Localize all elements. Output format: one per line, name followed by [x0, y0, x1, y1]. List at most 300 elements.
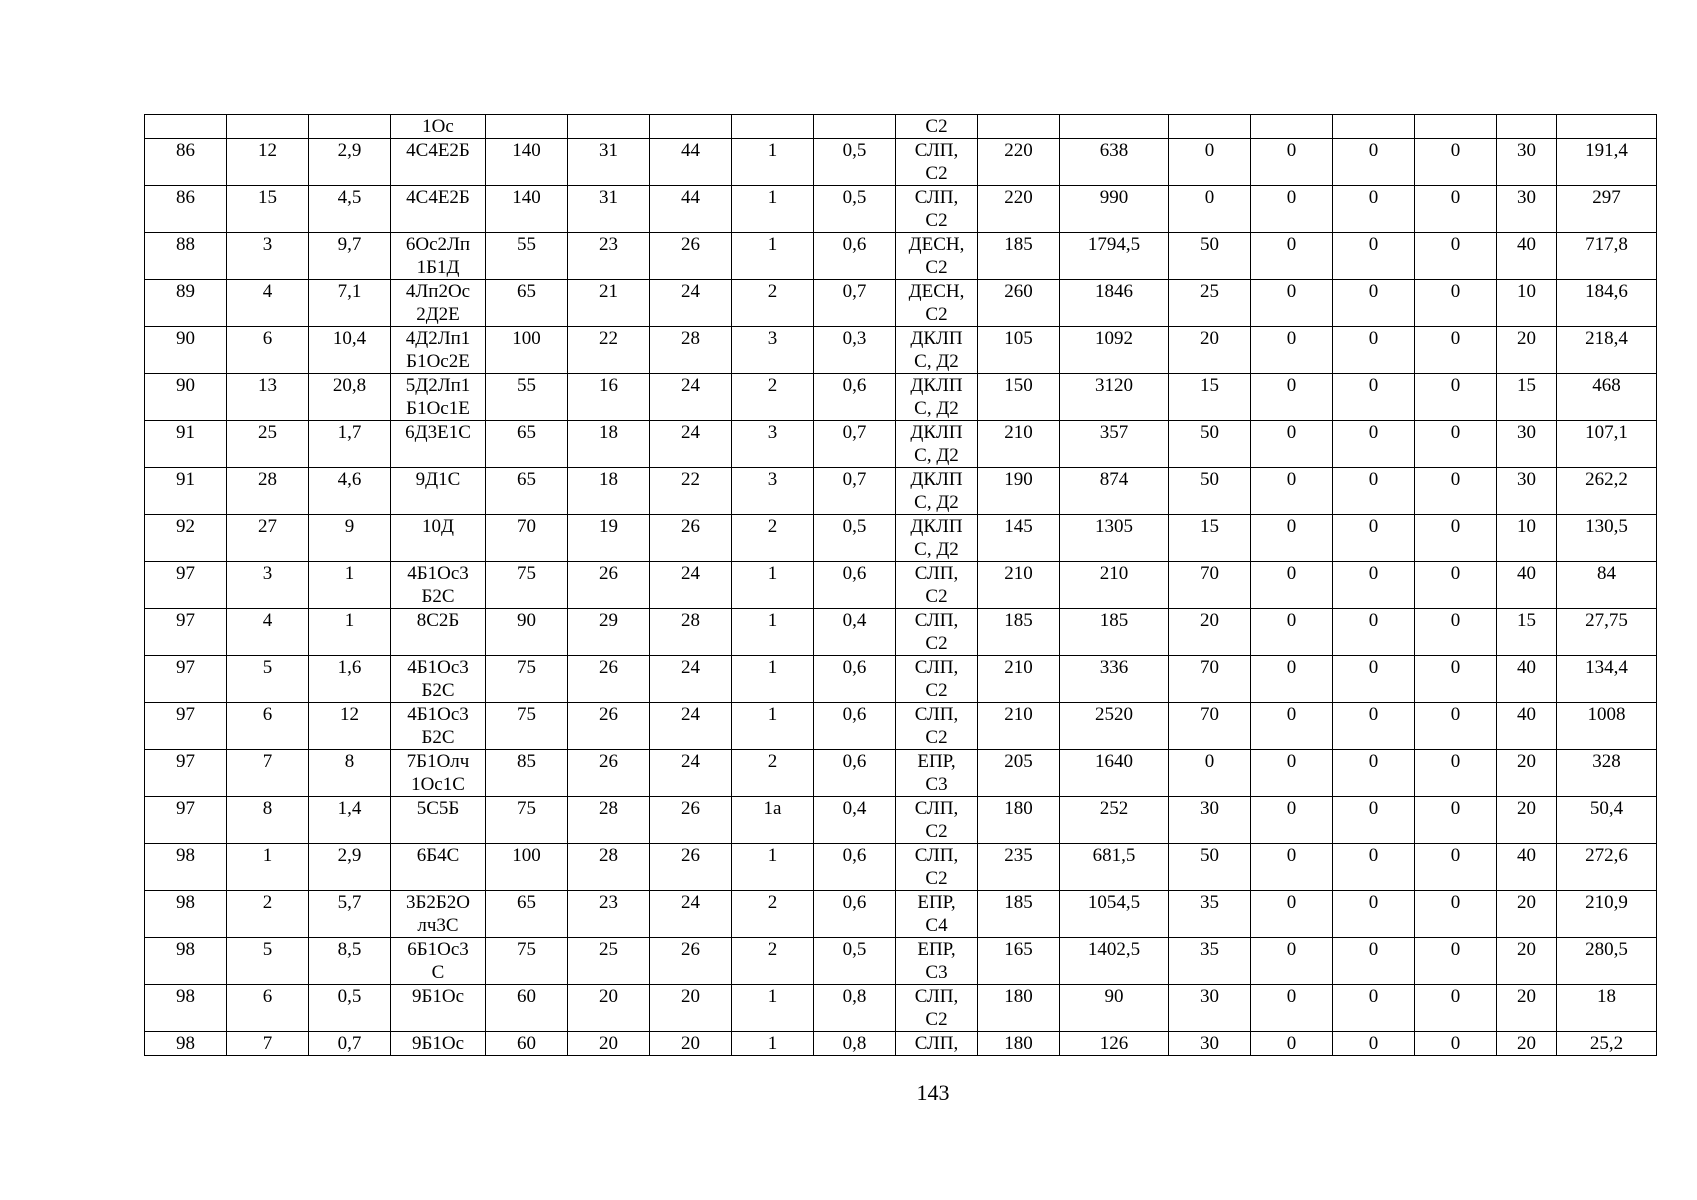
cell-text: 29 [599, 610, 618, 631]
table-row [145, 609, 1657, 656]
cell-text: Б1Ос1Е [406, 398, 470, 419]
cell-text: 6 [262, 986, 273, 1007]
cell-text: 336 [1099, 657, 1129, 678]
table-cell [391, 421, 486, 468]
cell-text: 130,5 [1585, 516, 1628, 537]
table-cell [309, 115, 391, 139]
cell-text: 88 [176, 234, 195, 255]
cell-text: 1 [262, 845, 273, 866]
table-cell [1169, 797, 1251, 844]
cell-text: 0,6 [842, 704, 867, 725]
table-cell [1497, 186, 1557, 233]
cell-text: 1402,5 [1087, 939, 1141, 960]
table-cell [1415, 891, 1497, 938]
cell-text: 92 [176, 516, 195, 537]
table-cell [732, 1032, 814, 1056]
cell-text: 184,6 [1585, 281, 1628, 302]
cell-text: 28 [258, 469, 277, 490]
table-cell [1415, 985, 1497, 1032]
cell-text: 25 [1200, 281, 1219, 302]
cell-text: ДЕСН, [908, 281, 965, 302]
table-cell [1060, 468, 1169, 515]
table-cell [650, 139, 732, 186]
cell-text: 90 [176, 375, 195, 396]
cell-text: 1 [344, 610, 355, 631]
table-cell [486, 562, 568, 609]
table-cell [650, 938, 732, 985]
cell-text: 328 [1592, 751, 1621, 772]
cell-text: 190 [1004, 469, 1033, 490]
table-cell [568, 938, 650, 985]
table-cell [145, 186, 227, 233]
cell-text: 0,6 [842, 375, 867, 396]
table-cell [1060, 797, 1169, 844]
table-cell [978, 233, 1060, 280]
cell-text: 3 [767, 328, 778, 349]
table-cell [814, 515, 896, 562]
cell-text: 23 [599, 892, 618, 913]
table-cell [1497, 468, 1557, 515]
table-cell [1557, 186, 1657, 233]
cell-text: 1,6 [337, 657, 362, 678]
table-cell [145, 139, 227, 186]
table-cell [1497, 515, 1557, 562]
cell-text: 55 [517, 375, 536, 396]
table-cell [227, 280, 309, 327]
table-cell [1169, 515, 1251, 562]
cell-text: 0,6 [842, 892, 867, 913]
cell-text: 28 [681, 610, 700, 631]
table-cell [1251, 703, 1333, 750]
cell-text: 0 [1368, 422, 1379, 443]
cell-text: 0 [1450, 939, 1461, 960]
table-cell [391, 797, 486, 844]
table-cell [1415, 186, 1497, 233]
cell-text: 297 [1592, 187, 1621, 208]
cell-text: 0,4 [842, 610, 867, 631]
cell-text: 26 [599, 704, 618, 725]
table-cell [227, 1032, 309, 1056]
cell-text: 50,4 [1589, 798, 1624, 819]
table-cell [896, 703, 978, 750]
table-cell [1497, 421, 1557, 468]
table-cell [145, 656, 227, 703]
table-cell [1497, 562, 1557, 609]
cell-text: 70 [517, 516, 536, 537]
cell-text: 97 [176, 751, 195, 772]
cell-text: 0 [1368, 375, 1379, 396]
table-cell [814, 115, 896, 139]
table-cell [568, 139, 650, 186]
table-row [145, 186, 1657, 233]
cell-text: 4Лп2Ос [405, 281, 471, 302]
table-cell [1060, 844, 1169, 891]
cell-text: 20 [1200, 610, 1219, 631]
table-cell [1557, 985, 1657, 1032]
table-cell [227, 750, 309, 797]
table-cell [814, 1032, 896, 1056]
cell-text: 0 [1368, 610, 1379, 631]
cell-text: 27 [258, 516, 277, 537]
cell-text: 0 [1286, 375, 1297, 396]
cell-text: 6 [262, 704, 273, 725]
cell-text: 3 [767, 422, 778, 443]
cell-text: СЛП, [914, 1033, 959, 1054]
table-cell [568, 891, 650, 938]
cell-text: 2 [767, 281, 778, 302]
cell-text: 185 [1004, 234, 1033, 255]
table-cell [814, 656, 896, 703]
cell-text: 15 [1517, 610, 1536, 631]
table-row [145, 421, 1657, 468]
table-cell [145, 703, 227, 750]
table-cell [1557, 656, 1657, 703]
cell-text: 1Ос [422, 116, 454, 137]
table-cell [1251, 421, 1333, 468]
cell-text: 0 [1450, 657, 1461, 678]
table-cell [309, 562, 391, 609]
table-cell [732, 186, 814, 233]
cell-text: 1 [767, 187, 778, 208]
table-cell [1497, 703, 1557, 750]
table-cell [978, 985, 1060, 1032]
cell-text: 107,1 [1585, 422, 1628, 443]
table-cell [309, 327, 391, 374]
table-cell [650, 374, 732, 421]
cell-text: 18 [599, 469, 618, 490]
table-cell [978, 515, 1060, 562]
table-cell [486, 327, 568, 374]
table-cell [814, 562, 896, 609]
cell-text: 15 [1200, 516, 1219, 537]
table-cell [1557, 1032, 1657, 1056]
cell-text: 6Д3Е1С [405, 422, 471, 443]
cell-text: 0,8 [842, 986, 867, 1007]
cell-text: 98 [176, 939, 195, 960]
cell-text: 100 [512, 845, 541, 866]
table-cell [1333, 891, 1415, 938]
table-cell [650, 750, 732, 797]
table-cell [1415, 938, 1497, 985]
cell-text: 0 [1368, 986, 1379, 1007]
cell-text: 0 [1286, 563, 1297, 584]
table-cell [391, 515, 486, 562]
table-cell [1169, 233, 1251, 280]
cell-text: 65 [517, 281, 536, 302]
table-cell [814, 280, 896, 327]
table-cell [145, 844, 227, 891]
cell-text: 8,5 [337, 939, 362, 960]
table-cell [145, 562, 227, 609]
cell-text: 235 [1004, 845, 1033, 866]
table-cell [1497, 115, 1557, 139]
table-cell [896, 233, 978, 280]
table-cell [227, 562, 309, 609]
table-cell [978, 656, 1060, 703]
cell-text: 1 [767, 140, 778, 161]
cell-text: 44 [681, 140, 700, 161]
cell-text: 19 [599, 516, 618, 537]
cell-text: 0 [1286, 140, 1297, 161]
table-cell [1333, 115, 1415, 139]
table-cell [1251, 985, 1333, 1032]
cell-text: 0 [1368, 563, 1379, 584]
cell-text: 180 [1004, 986, 1033, 1007]
table-cell [1557, 115, 1657, 139]
table-cell [1497, 750, 1557, 797]
cell-text: 20 [1517, 939, 1536, 960]
table-cell [391, 280, 486, 327]
cell-text: 0,6 [842, 234, 867, 255]
table-cell [391, 139, 486, 186]
cell-text: СЛП, [914, 187, 959, 208]
table-cell [650, 280, 732, 327]
table-cell [486, 656, 568, 703]
table-cell [227, 515, 309, 562]
cell-text: 20 [1517, 892, 1536, 913]
table-cell [1169, 280, 1251, 327]
table-cell [227, 421, 309, 468]
table-cell [1415, 750, 1497, 797]
table-cell [1497, 233, 1557, 280]
table-cell [1415, 1032, 1497, 1056]
cell-text: 262,2 [1585, 469, 1628, 490]
cell-text: 8 [262, 798, 273, 819]
cell-text: 0 [1204, 187, 1215, 208]
table-cell [486, 1032, 568, 1056]
table-row [145, 233, 1657, 280]
cell-text: 218,4 [1585, 328, 1628, 349]
cell-text: 10 [1517, 516, 1536, 537]
table-cell [978, 421, 1060, 468]
table-cell [896, 985, 978, 1032]
table-row [145, 891, 1657, 938]
table-cell [568, 609, 650, 656]
cell-text: 26 [681, 516, 700, 537]
table-cell [978, 562, 1060, 609]
cell-text: 15 [1517, 375, 1536, 396]
table-cell [309, 938, 391, 985]
cell-text: 681,5 [1092, 845, 1136, 866]
table-cell [896, 609, 978, 656]
table-cell [814, 139, 896, 186]
cell-text: 70 [1200, 657, 1219, 678]
cell-text: 1 [767, 610, 778, 631]
table-cell [1557, 374, 1657, 421]
cell-text: 180 [1004, 1033, 1033, 1054]
table-cell [1251, 562, 1333, 609]
table-cell [1251, 891, 1333, 938]
table-cell [1251, 139, 1333, 186]
cell-text: 0 [1450, 563, 1461, 584]
cell-text: 90 [176, 328, 195, 349]
cell-text: 1305 [1095, 516, 1133, 537]
table-cell [1557, 421, 1657, 468]
cell-text: 1008 [1587, 704, 1626, 725]
table-cell [1415, 327, 1497, 374]
table-cell [391, 938, 486, 985]
table-cell [227, 186, 309, 233]
table-cell [391, 233, 486, 280]
table-cell [227, 374, 309, 421]
table-cell [486, 374, 568, 421]
table-cell [650, 186, 732, 233]
cell-text: 145 [1004, 516, 1033, 537]
cell-text: 4,6 [337, 469, 362, 490]
table-cell [1169, 750, 1251, 797]
table-cell [145, 280, 227, 327]
table-cell [227, 115, 309, 139]
cell-text: 0 [1368, 657, 1379, 678]
table-cell [486, 515, 568, 562]
cell-text: 25 [599, 939, 618, 960]
cell-text: Б2С [421, 680, 455, 701]
cell-text: 28 [599, 845, 618, 866]
table-cell [1169, 985, 1251, 1032]
cell-text: 220 [1004, 187, 1033, 208]
cell-text: 0,6 [842, 751, 867, 772]
table-cell [486, 844, 568, 891]
table-cell [1060, 233, 1169, 280]
table-cell [1557, 938, 1657, 985]
table-cell [814, 750, 896, 797]
cell-text: ДКЛП [910, 422, 963, 443]
cell-text: 0,7 [842, 281, 867, 302]
table-cell [1557, 797, 1657, 844]
table-cell [1415, 844, 1497, 891]
table-cell [1333, 233, 1415, 280]
table-cell [650, 562, 732, 609]
table-cell [145, 515, 227, 562]
table-cell [227, 985, 309, 1032]
table-cell [1169, 115, 1251, 139]
table-cell [1251, 233, 1333, 280]
cell-text: Б1Ос2Е [406, 351, 470, 372]
cell-text: 1а [763, 798, 782, 819]
table-cell [896, 115, 978, 139]
cell-text: 0 [1286, 234, 1297, 255]
table-cell [732, 797, 814, 844]
cell-text: 272,6 [1585, 845, 1628, 866]
table-cell [227, 327, 309, 374]
cell-text: 20 [1517, 986, 1536, 1007]
table-cell [1251, 115, 1333, 139]
table-cell [1251, 656, 1333, 703]
table-cell [1060, 938, 1169, 985]
table-cell [978, 750, 1060, 797]
cell-text: СЛП, [914, 845, 959, 866]
cell-text: 6 [262, 328, 273, 349]
cell-text: 0 [1286, 328, 1297, 349]
cell-text: 0 [1286, 469, 1297, 490]
table-cell [568, 115, 650, 139]
table-cell [896, 1032, 978, 1056]
table-cell [1497, 374, 1557, 421]
table-cell [1415, 280, 1497, 327]
cell-text: 4 [262, 610, 273, 631]
cell-text: 20 [1517, 751, 1536, 772]
table-cell [1251, 374, 1333, 421]
table-cell [1557, 562, 1657, 609]
data-table [144, 114, 1657, 1056]
cell-text: 180 [1004, 798, 1033, 819]
table-cell [1333, 844, 1415, 891]
cell-text: 0 [1368, 516, 1379, 537]
cell-text: СЛП, [914, 704, 959, 725]
table-cell [732, 750, 814, 797]
cell-text: 0 [1450, 328, 1461, 349]
cell-text: 15 [1200, 375, 1219, 396]
cell-text: 98 [176, 986, 195, 1007]
cell-text: 50 [1200, 422, 1219, 443]
cell-text: 0 [1450, 798, 1461, 819]
cell-text: 5С5Б [416, 798, 460, 819]
table-cell [1415, 703, 1497, 750]
table-cell [1333, 327, 1415, 374]
cell-text: 1 [767, 845, 778, 866]
table-cell [391, 186, 486, 233]
table-cell [814, 844, 896, 891]
cell-text: 35 [1200, 939, 1219, 960]
cell-text: 0 [1450, 704, 1461, 725]
cell-text: 97 [176, 704, 195, 725]
cell-text: ДКЛП [910, 328, 963, 349]
table-cell [568, 703, 650, 750]
table-cell [732, 374, 814, 421]
cell-text: 6Б4С [416, 845, 460, 866]
table-cell [1251, 938, 1333, 985]
table-cell [145, 421, 227, 468]
cell-text: 4 [262, 281, 273, 302]
cell-text: 1846 [1095, 281, 1133, 302]
cell-text: С2 [925, 586, 948, 607]
table-cell [309, 797, 391, 844]
cell-text: 9 [344, 516, 355, 537]
table-cell [391, 750, 486, 797]
cell-text: 30 [1200, 986, 1219, 1007]
page-number: 143 [916, 1080, 950, 1105]
cell-text: 75 [517, 704, 536, 725]
cell-text: 12 [340, 704, 359, 725]
table-cell [227, 139, 309, 186]
cell-text: 990 [1099, 187, 1129, 208]
table-row [145, 1032, 1657, 1056]
cell-text: 0 [1450, 1033, 1461, 1054]
table-cell [568, 468, 650, 515]
cell-text: 210 [1004, 563, 1033, 584]
cell-text: 0 [1368, 939, 1379, 960]
table-cell [650, 609, 732, 656]
table-cell [1333, 797, 1415, 844]
table-cell [896, 139, 978, 186]
cell-text: 10 [1517, 281, 1536, 302]
table-cell [568, 327, 650, 374]
table-cell [391, 985, 486, 1032]
table-cell [650, 703, 732, 750]
table-cell [896, 280, 978, 327]
table-cell [1169, 938, 1251, 985]
cell-text: 85 [517, 751, 536, 772]
cell-text: 20,8 [332, 375, 367, 396]
cell-text: 10Д [422, 516, 454, 537]
table-cell [1169, 656, 1251, 703]
cell-text: 50 [1200, 845, 1219, 866]
table-cell [145, 938, 227, 985]
cell-text: С3 [925, 962, 948, 983]
table-cell [732, 844, 814, 891]
table-cell [1169, 703, 1251, 750]
table-cell [568, 421, 650, 468]
